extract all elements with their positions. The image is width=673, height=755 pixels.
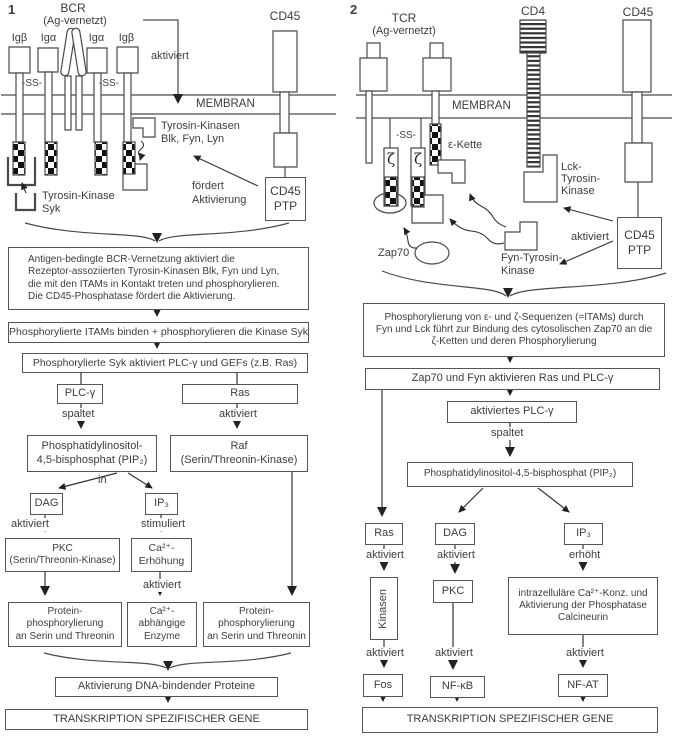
p1-protein-right-box [203, 602, 310, 647]
p2-tcr-title: TCR [391, 11, 417, 25]
p2-calcineurin-line3: Calcineurin [557, 612, 609, 624]
p2-free-zap70-oval [415, 242, 449, 264]
p2-kinasen-box [370, 577, 398, 640]
p2-transkription-box: TRANSKRIPTION SPEZIFISCHER GENE [362, 707, 658, 733]
p2-ss-label: -SS- [396, 130, 416, 141]
p2-zeta2-glyph: ζ [414, 150, 423, 168]
p1-foerdert-line2: Aktivierung [192, 194, 247, 207]
p1-summary-line4: Die CD45-Phosphatase fördert die Aktivierung. [28, 290, 236, 302]
p2-pip2-box: Phosphatidylinositol-4,5-bisphosphat (PIP₂) [407, 462, 633, 487]
p1-chain-iga2: Igα [88, 32, 105, 44]
p1-kinases-label [161, 120, 240, 145]
p1-pip2-line2: 4,5-bisphosphat (PIP₂) [36, 453, 148, 466]
p2-aktiviert-calc-label: aktiviert [566, 647, 604, 659]
p1-stimuliert-label: stimuliert [141, 518, 186, 530]
p1-ca-line1: Ca²⁺- [148, 542, 175, 555]
p2-calcineurin-box [508, 577, 658, 635]
p2-cd45-label: CD45 [622, 5, 654, 19]
p1-foerdert-label [192, 179, 246, 208]
p2-tcr-complex-icon [360, 43, 451, 165]
p1-protein-left-line2: phosphorylierung [26, 618, 104, 630]
p1-bcr-subtitle: (Ag-vernetzt) [43, 15, 107, 27]
p1-pip2-box [27, 435, 157, 472]
p1-kinases-line2: Blk, Fyn, Lyn [161, 132, 225, 145]
p2-zap70-label: Zap70 [378, 247, 410, 259]
p1-ca-enzyme-line1: Ca²⁺- [149, 606, 175, 618]
p1-itams-box: Phosphorylierte ITAMs binden + phosphorylieren die Kinase Syk [8, 322, 309, 343]
p1-pkc-box [5, 538, 120, 572]
p1-summary-line1: Antigen-bedingte BCR-Vernetzung aktiviert die [28, 254, 235, 266]
p1-ca-enzyme-line3: Enzyme [143, 630, 181, 642]
p2-pkc-box: PKC [433, 580, 473, 603]
p2-zeta1-glyph: ζ [387, 150, 396, 168]
p2-cd4-structure [520, 20, 546, 167]
p1-syk-aktiviert-box: Phosphorylierte Syk aktiviert PLC-γ und GEFs (z.B. Ras) [22, 353, 308, 373]
p1-ras-box: Ras [182, 384, 298, 404]
p2-nfkb-box: NF-κB [430, 676, 485, 698]
p2-epsilon-label: ε-Kette [448, 139, 483, 151]
p2-fos-box: Fos [363, 674, 403, 697]
p1-pkc-line2: (Serin/Threonin-Kinase) [9, 555, 116, 566]
p1-protein-left-line1: Protein- [47, 606, 83, 618]
p2-aktiviert-pkc-label: aktiviert [435, 647, 473, 659]
p1-cd45ptp-line1: CD45 [270, 184, 301, 199]
p2-erhoeht-label: erhöht [569, 549, 601, 561]
p1-plc-box: PLC-γ [57, 384, 103, 404]
p1-dag-box: DAG [30, 493, 63, 515]
p2-fyn-line2: Kinase [501, 265, 535, 278]
p1-cd45-label: CD45 [269, 9, 301, 23]
p1-aktiviert-ca-label: aktiviert [143, 579, 181, 591]
p2-lck-label [561, 161, 600, 197]
p1-spaltet-label: spaltet [62, 408, 95, 420]
p1-chain-igb1: Igβ [11, 32, 28, 44]
p1-in-label: in [98, 474, 107, 486]
p1-summary-line3: die mit den ITAMs in Kontakt treten und phosphorylieren. [28, 278, 280, 290]
p2-aktiviertes-plc-box: aktiviertes PLC-γ [447, 401, 577, 423]
p2-summary-line3: ζ-Ketten und deren Phosphorylierung [431, 336, 597, 348]
p2-tcr-subtitle: (Ag-vernetzt) [372, 25, 436, 37]
p2-fyn-shape [505, 222, 537, 250]
p1-protein-left-line3: an Serin und Threonin [15, 630, 115, 642]
p1-aktiviert-ras-label: aktiviert [219, 408, 257, 420]
p1-syk-label [42, 190, 115, 215]
p2-membrane-label: MEMBRAN [452, 100, 511, 112]
p2-lck-line2: Tyrosin- [561, 173, 601, 186]
p2-aktiviert-kinasen-label: aktiviert [366, 647, 404, 659]
p2-spaltet-label: spaltet [491, 427, 524, 439]
p1-bottom-brace [44, 653, 291, 668]
p1-protein-right-line2: phosphorylierung [218, 618, 295, 630]
p1-bcr-complex-icon [9, 28, 138, 175]
p1-ca-enzyme-box [127, 602, 197, 647]
p1-chain-igb2: Igβ [118, 32, 135, 44]
p1-ca-enzyme-line2: abhängige [138, 618, 186, 630]
p1-ip3-box: IP₃ [145, 493, 178, 515]
p1-syk-line1: Tyrosin-Kinase [42, 190, 115, 202]
p1-wavy-arrow [139, 141, 144, 160]
p1-chain-iga1: Igα [40, 32, 57, 44]
p2-aktiviert-ras-label: aktiviert [366, 549, 404, 561]
p2-aktiviert-dag-label: aktiviert [437, 549, 475, 561]
p2-fyn-line1: Fyn-Tyrosin- [501, 252, 563, 264]
p2-summary-box [363, 303, 665, 357]
p1-transkription-box: TRANSKRIPTION SPEZIFISCHER GENE [5, 709, 308, 730]
p1-dna-box: Aktivierung DNA-bindender Proteine [55, 677, 278, 697]
p1-syk-line2: Syk [42, 202, 61, 215]
p1-cd45-structure [273, 31, 297, 177]
p2-dag-box: DAG [435, 523, 475, 545]
p1-pip2-line1: Phosphatidylinositol- [41, 440, 143, 453]
p2-calcineurin-line2: Aktivierung der Phosphatase [519, 599, 647, 611]
p2-summary-line2: Fyn und Lck führt zur Bindung des cytosolischen Zap70 an die [375, 323, 653, 335]
p2-zapfyn-box: Zap70 und Fyn aktivieren Ras und PLC-γ [365, 368, 660, 390]
p1-foerdert-line1: fördert [192, 180, 224, 192]
panel2-number: 2 [350, 2, 358, 17]
p2-kinasen-label: Kinasen [377, 588, 390, 629]
p1-bcr-title: BCR [60, 1, 86, 15]
p1-ca-box [131, 538, 192, 572]
p1-summary-line2: Rezeptor-assoziierten Tyrosin-Kinasen Blk, Fyn und Lyn, [28, 266, 280, 278]
p2-lck-line3: Kinase [561, 185, 595, 198]
p1-protein-right-line3: an Serin und Threonin [207, 630, 306, 642]
p2-cd4-label: CD4 [520, 4, 545, 18]
p1-cd45ptp-box [265, 177, 306, 221]
p1-aktiviert-label: aktiviert [151, 50, 189, 62]
p1-protein-right-line1: Protein- [238, 606, 274, 618]
p1-cd45ptp-line2: PTP [273, 199, 298, 213]
p2-calcineurin-line1: intrazelluläre Ca²⁺-Konz. und [518, 587, 648, 599]
p1-membrane-label: MEMBRAN [196, 98, 255, 110]
p2-cd45ptp-line1: CD45 [624, 228, 655, 243]
p1-ca-line2: Erhöhung [138, 555, 185, 567]
p2-ras-box: Ras [365, 523, 403, 545]
p2-membrane [356, 95, 672, 118]
p2-nfat-box: NF-AT [558, 674, 608, 697]
p2-aktiviert-label: aktiviert [571, 231, 609, 243]
p1-summary-box [8, 247, 309, 310]
p1-kinases-line1: Tyrosin-Kinasen [161, 120, 240, 132]
p1-raf-line2: (Serin/Threonin-Kinase) [180, 453, 298, 466]
p2-lck-line1: Lck- [561, 161, 582, 173]
panel1-number: 1 [8, 2, 16, 17]
p1-ss-left: -SS- [22, 78, 42, 89]
p1-raf-box [170, 435, 308, 472]
p1-ss-right: -SS- [99, 78, 119, 89]
p1-raf-line1: Raf [230, 440, 248, 453]
p1-protein-left-box [8, 602, 122, 647]
p2-cd45ptp-box [617, 217, 662, 269]
p1-aktiviert-dag-label: aktiviert [11, 518, 49, 530]
p2-cd45ptp-line2: PTP [627, 243, 652, 257]
p2-ip3-box: IP₃ [564, 523, 603, 545]
p1-pkc-line1: PKC [52, 542, 73, 554]
p2-fyn-label [501, 252, 562, 278]
p2-summary-line1: Phosphorylierung von ε- und ζ-Sequenzen (=ITAMs) durch [384, 311, 644, 323]
